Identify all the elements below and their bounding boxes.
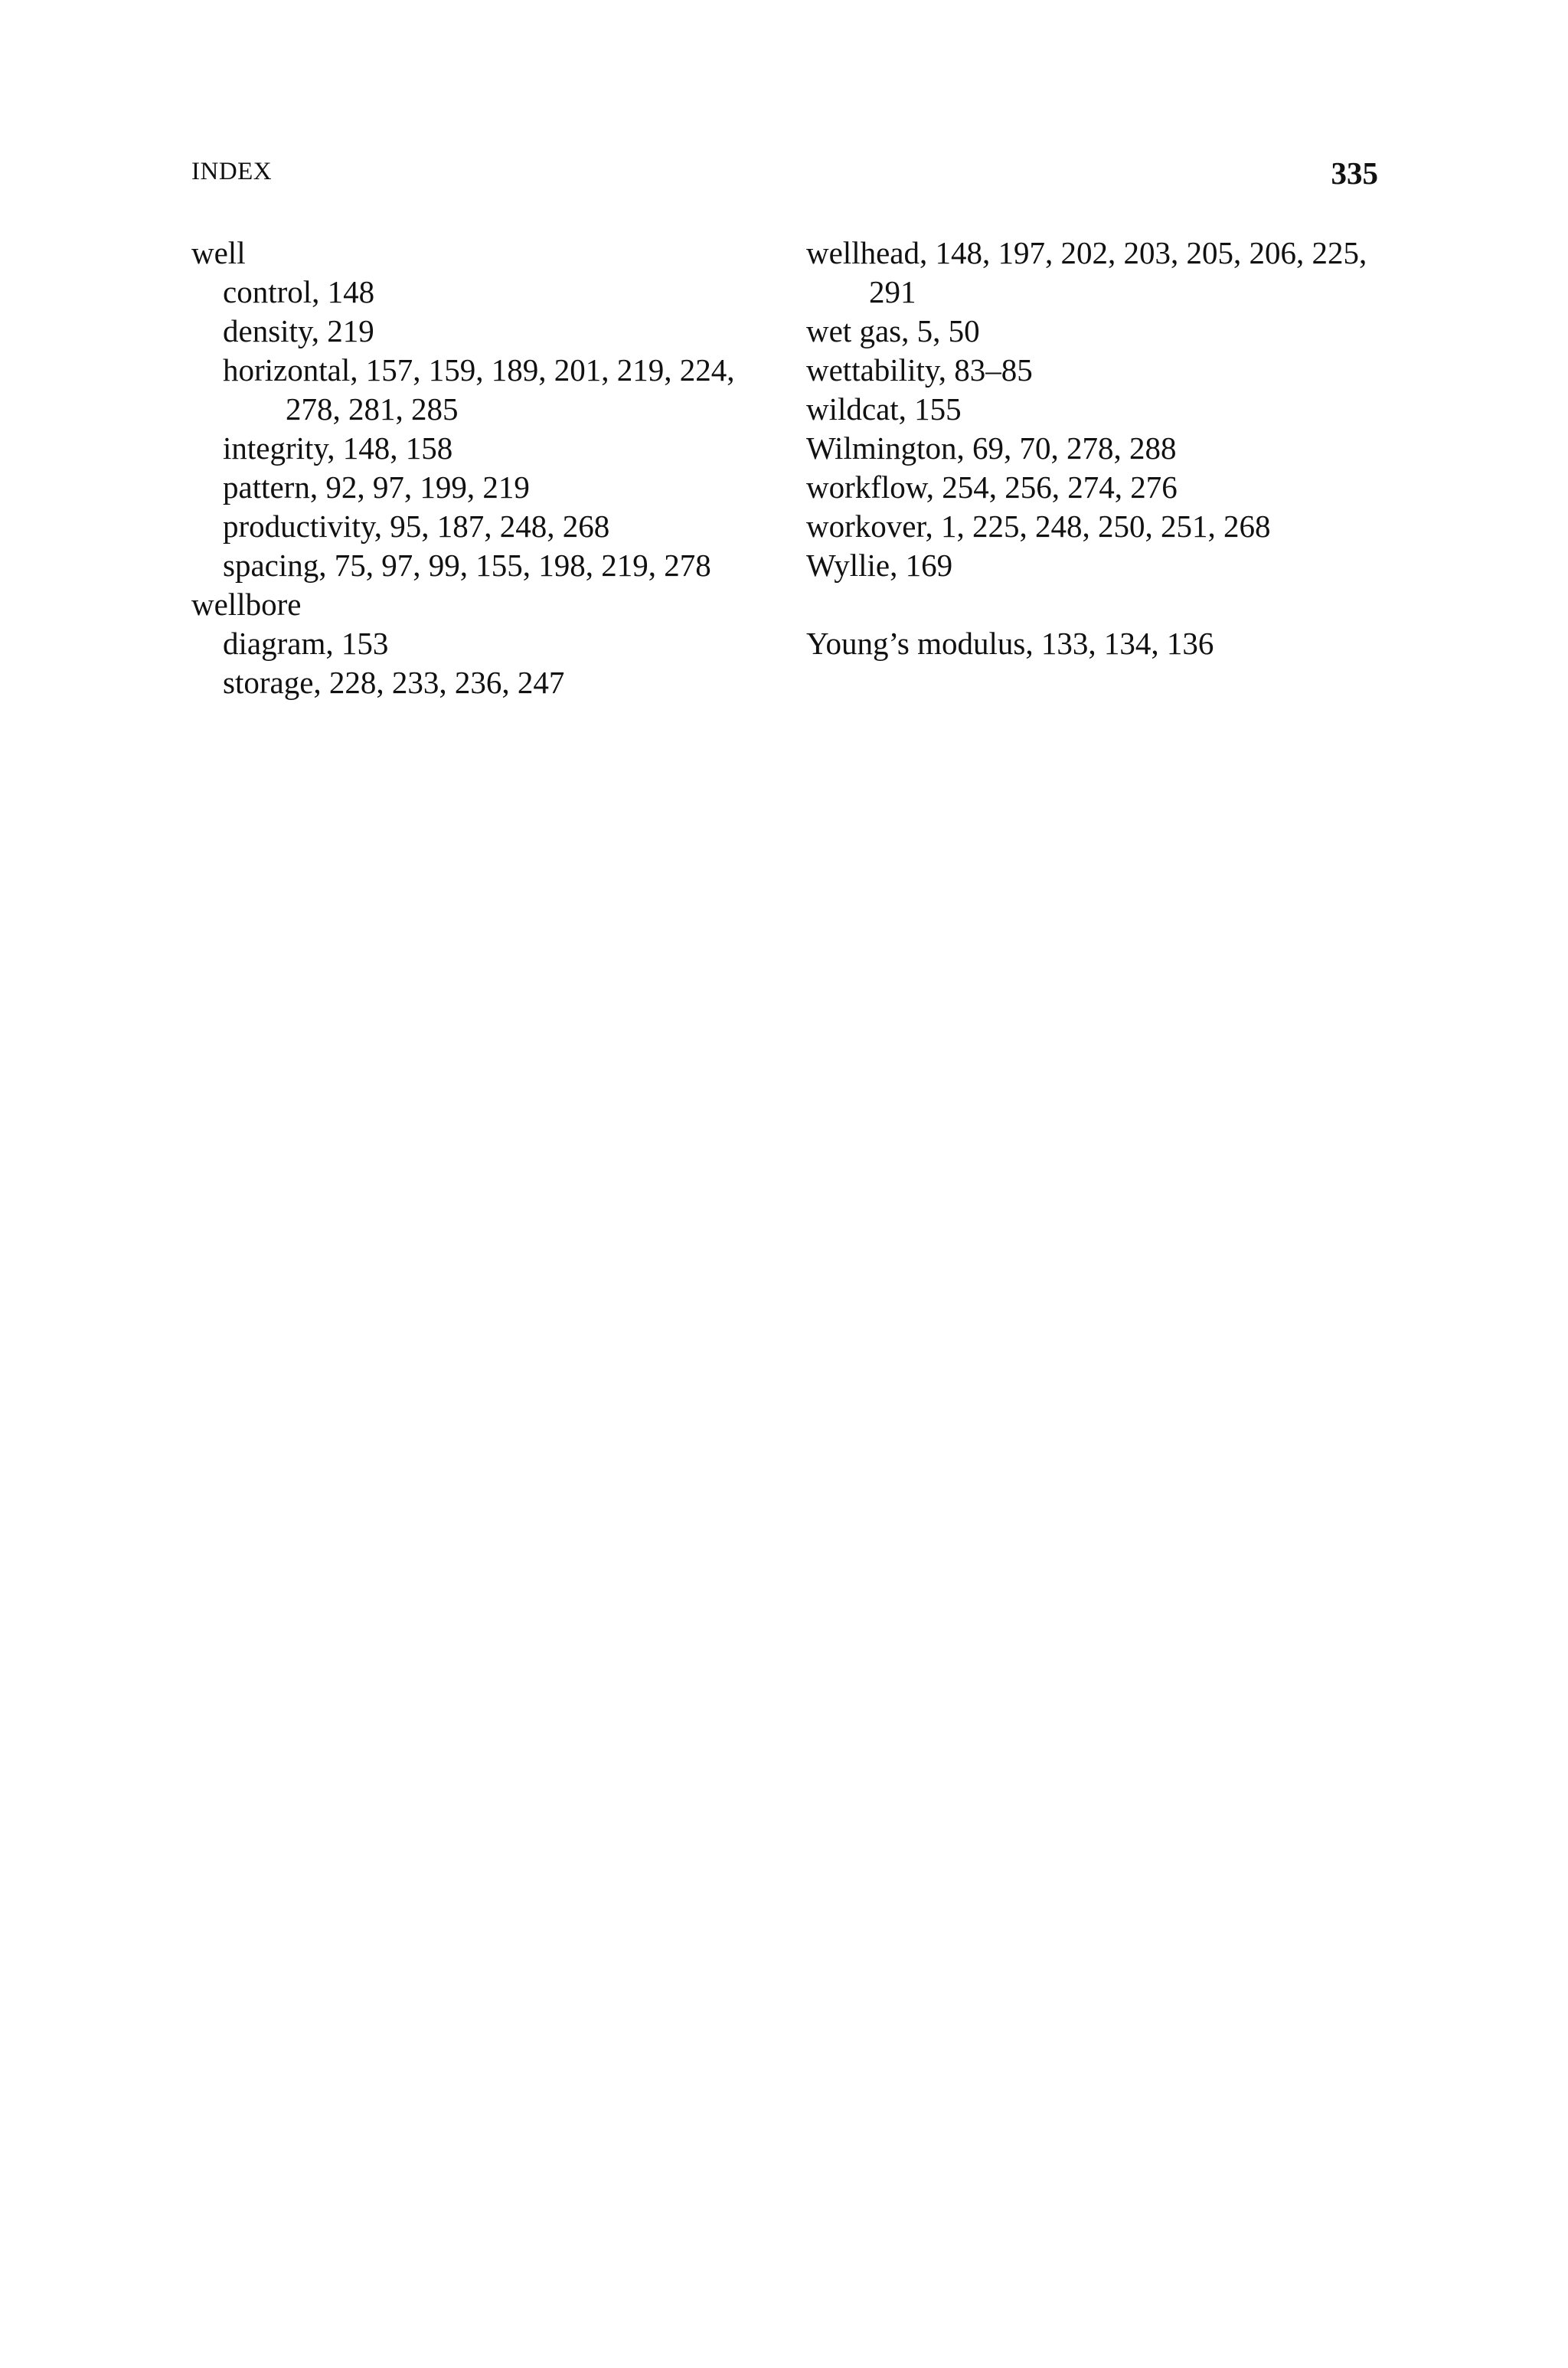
index-entry-well: well [191,235,246,270]
index-entry-wellbore: wellbore [191,587,302,622]
index-subentry-diagram: diagram, 153 [223,626,389,661]
running-title: INDEX [191,158,273,185]
running-head [191,155,1378,193]
index-entry-workover: workover, 1, 225, 248, 250, 251, 268 [806,509,1271,544]
letter-group-gap [806,585,1388,624]
index-subentry-productivity: productivity, 95, 187, 248, 268 [223,509,610,544]
index-entry-wilmington: Wilmington, 69, 70, 278, 288 [806,430,1177,466]
index-subentry-storage: storage, 228, 233, 236, 247 [223,665,565,700]
index-subentry-density: density, 219 [223,313,374,348]
index-subentry-control: control, 148 [223,274,375,309]
index-subentry-pattern: pattern, 92, 97, 199, 219 [223,469,530,505]
index-entry-wellhead: wellhead, 148, 197, 202, 203, 205, 206, 225, 291 [806,235,1367,309]
index-entry-wettability: wettability, 83–85 [806,352,1033,388]
index-subentry-horizontal: horizontal, 157, 159, 189, 201, 219, 224, 278, 281, 285 [223,352,735,427]
index-entry-wildcat: wildcat, 155 [806,391,962,427]
index-entry-workflow: workflow, 254, 256, 274, 276 [806,469,1178,505]
index-column-right [806,234,1388,663]
index-subentry-spacing: spacing, 75, 97, 99, 155, 198, 219, 278 [223,548,711,583]
index-entry-wyllie: Wyllie, 169 [806,548,953,583]
index-subentry-integrity: integrity, 148, 158 [223,430,453,466]
index-entry-youngs-modulus: Young’s modulus, 133, 134, 136 [806,626,1214,661]
index-entry-wet-gas: wet gas, 5, 50 [806,313,980,348]
page-number: 335 [1331,155,1378,191]
index-column-left [191,234,758,702]
